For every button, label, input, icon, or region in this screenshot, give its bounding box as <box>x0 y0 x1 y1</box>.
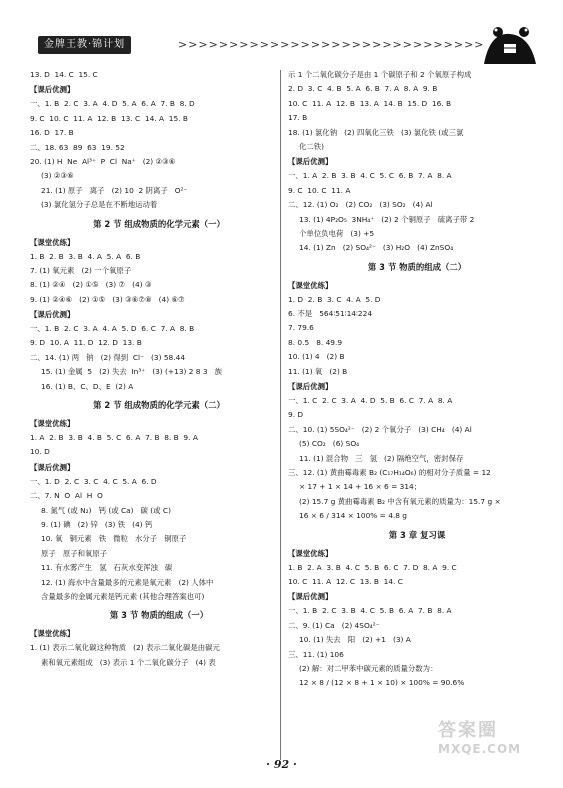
answer-line: 含量最多的金属元素是钙元素 (其他合理答案也可) <box>41 591 205 601</box>
answer-line: 1. D 2. B 3. C 4. A 5. D <box>288 294 381 304</box>
answer-line: 三、12. (1) 黄曲霉毒素 B₂ (C₁₇H₁₄O₆) 的相对分子质量 = 12 <box>288 467 491 477</box>
answer-line: 8. (1) ②④ (2) ①⑤ (3) ⑦ (4) ③ <box>30 280 152 290</box>
answer-line: 10. (1) 失去 阳 (2) +1 (3) A <box>299 635 411 645</box>
answer-line: 9. D <box>288 410 304 420</box>
answer-line: 10. C 11. A 12. C 13. B 14. C <box>288 576 403 586</box>
answer-line: 10. (1) 4 (2) B <box>288 352 345 362</box>
answer-line: 一、1. C 2. C 3. A 4. D 5. B 6. C 7. A 8. A <box>288 396 453 406</box>
answer-line: 11. 有水雾产生 氢 石灰水变浑浊 碳 <box>41 563 173 573</box>
section-heading: 第 3 节 物质的组成（一） <box>109 610 209 621</box>
section-heading: 第 2 节 组成物质的化学元素（一） <box>93 218 225 229</box>
answer-line: 13. (1) 4P₂O₅ 3NH₄⁺ (2) 2 个铜原子 硫离子带 2 <box>299 214 475 224</box>
right-column <box>288 68 546 691</box>
answer-line: 6. 不是 564∶51∶14∶224 <box>288 309 373 319</box>
answer-line: 11. (1) 氧 (2) B <box>288 366 348 376</box>
header-arrows: >>>>>>>>>>>>>>>>>>>>>>>>>>>>>> <box>178 38 485 51</box>
exercise-tag: 【课堂优练】 <box>30 419 75 429</box>
answer-line: 12 × 8 / (12 × 8 + 1 × 10) × 100% = 90.6% <box>299 678 465 688</box>
answer-line: 9. C 10. C 11. A 12. B 13. C 14. A 15. B <box>30 113 188 123</box>
answer-line: 9. C 10. C 11. A <box>288 185 351 195</box>
section-heading: 第 3 章 复习课 <box>388 529 446 540</box>
answer-line: 9. D 10. A 11. D 12. D 13. B <box>30 338 142 348</box>
answer-line: 10. D <box>30 447 50 457</box>
answer-line: 化二铁) <box>299 141 325 151</box>
exercise-tag: 【课堂优练】 <box>288 548 333 558</box>
answer-line: 三、11. (1) 106 <box>288 649 344 659</box>
answer-line: 9. (1) 碘 (2) 锌 (3) 铁 (4) 钙 <box>41 519 153 529</box>
answer-line: 一、1. B 2. C 3. B 4. C 5. B 6. A 7. B 8. A <box>288 606 452 616</box>
exercise-tag: 【课后优测】 <box>30 462 75 472</box>
answer-line: 二、12. (1) O₂ (2) CO₂ (3) SO₂ (4) Al <box>288 200 433 210</box>
answer-line: (3) ②③⑥ <box>41 171 74 181</box>
watermark-top: 答案圈 <box>438 720 498 741</box>
exercise-tag: 【课后优测】 <box>288 157 333 167</box>
answer-line: 1. A 2. B 3. B 4. B 5. C 6. A 7. B 8. B 9. A <box>30 433 198 443</box>
header-title: 金牌王教·锦计划 <box>38 36 131 54</box>
answer-line: 20. (1) H Ne Al³⁺ P Cl Na⁺ (2) ②③⑥ <box>30 156 176 166</box>
answer-line: (2) 15.7 g 黄曲霉毒素 B₂ 中含有氧元素的质量为：15.7 g × <box>299 496 501 506</box>
section-heading: 第 3 节 物质的组成（二） <box>367 261 467 272</box>
exercise-tag: 【课堂优练】 <box>288 280 333 290</box>
answer-line: 个单位负电荷 (3) +5 <box>299 228 375 238</box>
answer-line: 示 1 个二氧化碳分子是由 1 个碳原子和 2 个氧原子构成 <box>288 70 472 79</box>
exercise-tag: 【课堂优练】 <box>30 237 75 247</box>
answer-line: 11. (1) 混合物 三 氢 (2) 隔绝空气，密封保存 <box>299 453 464 463</box>
answer-line: 16 × 6 / 314 × 100% = 4.8 g <box>299 511 407 521</box>
answer-line: 7. 79.6 <box>288 323 314 333</box>
answer-line: 素和氧元素组成 (3) 表示 1 个二氧化碳分子 (4) 表 <box>41 657 216 667</box>
answer-line: 9. (1) ②④⑥ (2) ①⑤ (3) ③⑥⑦⑧ (4) ⑥⑦ <box>30 294 185 304</box>
answer-line: 8. 0.5 8. 49.9 <box>288 337 343 347</box>
mascot-icon <box>480 24 538 68</box>
answer-line: 1. B 2. B 3. B 4. A 5. A 6. B <box>30 251 141 261</box>
answer-line: 一、1. D 2. C 3. C 4. C 5. A 6. D <box>30 476 157 486</box>
section-heading: 第 2 节 组成物质的化学元素（二） <box>93 400 225 411</box>
answer-line: 17. B <box>288 113 308 123</box>
answer-line: 原子 原子和氧原子 <box>41 548 108 558</box>
answer-line: 8. 氮气 (或 N₂) 钙 (或 Ca) 碳 (或 C) <box>41 505 171 515</box>
answer-line: 18. (1) 氯化钠 (2) 四氧化三铁 (3) 氯化铁 (或三氯 <box>288 127 464 137</box>
answer-line: 12. (1) 海水中含量最多的元素是氧元素 (2) 人体中 <box>41 577 214 587</box>
exercise-tag: 【课后优测】 <box>288 592 333 602</box>
answer-line: 7. (1) 氧元素 (2) 一个氧原子 <box>30 265 132 275</box>
answer-line: 16. D 17. B <box>30 128 74 138</box>
answer-line: 二、9. (1) Ca (2) 4SO₄²⁻ <box>288 620 380 630</box>
answer-line: 二、10. (1) 5SO₄²⁻ (2) 2 个氧分子 (3) CH₄ (4) Al <box>288 424 472 434</box>
answer-line: 二、14. (1) 两 钠 (2) 得到 Cl⁻ (3) 58.44 <box>30 352 186 362</box>
exercise-tag: 【课后优测】 <box>30 310 75 320</box>
answer-line: 一、1. A 2. B 3. B 4. C 5. C 6. B 7. A 8. A <box>288 171 452 181</box>
answer-line: 1. (1) 表示二氧化碳这种物质 (2) 表示二氧化碳是由碳元 <box>30 643 220 653</box>
answer-line: 一、1. B 2. C 3. A 4. D 5. A 6. A 7. B 8. D <box>30 99 195 109</box>
answer-line: 二、7. N O Al H O <box>30 491 103 501</box>
answer-line: 2. D 3. C 4. B 5. A 6. B 7. A 8. A 9. B <box>288 84 438 94</box>
answer-line: (3) 氯化氢分子总是在不断地运动着 <box>41 200 158 210</box>
answer-line: 10. C 11. A 12. B 13. A 14. B 15. D 16. B <box>288 98 452 108</box>
exercise-tag: 【课堂优练】 <box>30 629 75 639</box>
page-number: · 92 · <box>266 758 297 771</box>
answer-line: 14. (1) Zn (2) SO₄²⁻ (3) H₂O (4) ZnSO₄ <box>299 243 454 253</box>
answer-line: 1. B 2. A 3. B 4. C 5. B 6. C 7. D 8. A 9. C <box>288 562 457 572</box>
answer-line: × 17 + 1 × 14 + 16 × 6 = 314； <box>299 482 422 492</box>
answer-line: (2) 解：对二甲苯中碳元素的质量分数为： <box>299 663 438 673</box>
answer-line: 21. (1) 原子 离子 (2) 10 2 阴离子 O²⁻ <box>41 185 188 195</box>
answer-line: 13. D 14. C 15. C <box>30 70 98 79</box>
exercise-tag: 【课后优测】 <box>30 85 75 95</box>
exercise-tag: 【课后优测】 <box>288 382 333 392</box>
answer-line: 一、1. B 2. C 3. A 4. A 5. D 6. C 7. A 8. B <box>30 324 195 334</box>
answer-line: 10. 氧 铜元素 铁 微粒 水分子 铜原子 <box>41 534 187 544</box>
answer-line: 16. (1) B、C、D、E (2) A <box>41 381 134 391</box>
answer-line: (5) CO₂ (6) SO₄ <box>299 439 360 449</box>
answer-line: 15. (1) 金属 5 (2) 失去 In³⁺ (3) (+13) 2 8 3 族 <box>41 367 222 377</box>
watermark-bottom: MXQE.COM <box>438 742 522 756</box>
left-column <box>30 68 288 670</box>
answer-line: 二、18. 63 89 63 19. 52 <box>30 142 125 152</box>
watermark-logo <box>438 716 558 776</box>
page-header <box>28 24 538 68</box>
